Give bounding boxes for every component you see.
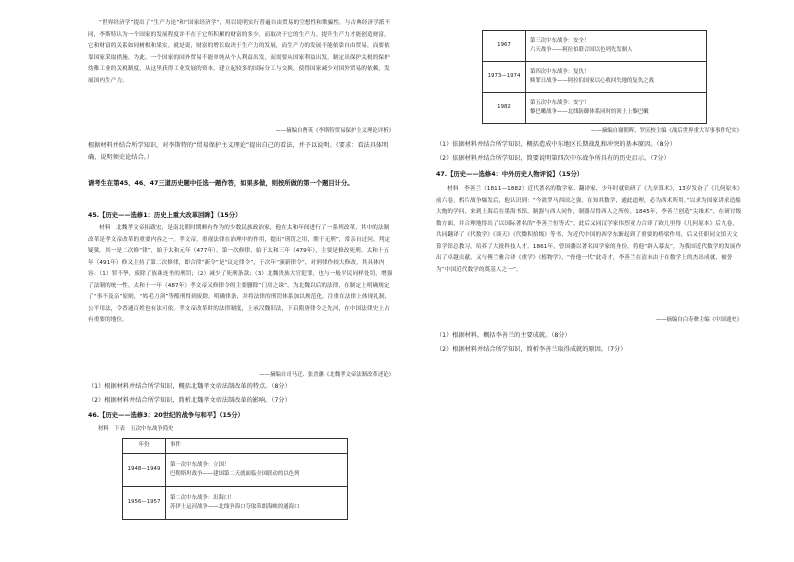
event-detail: 赎罪日战争——阿拉伯国家以心收回失地的复仇之战: [530, 78, 654, 84]
event-title: 第三次中东战争：安全！: [530, 37, 590, 44]
table-cell-event: [526, 62, 707, 93]
event-title: 第五次中东战争：安宁！: [530, 99, 590, 106]
question-45-heading: 45.【历史——选修1：历史上重大改革回眸】（15分）: [88, 212, 242, 219]
material-source: ——摘编自曹英《李斯特贸易保护主义理论评析》: [275, 128, 394, 134]
table-row: [483, 31, 707, 62]
question-42: 根据材料并结合所学知识，对李斯特的“贸易保护主义理论”提出自己的看法，并予以说明。（要求：看法具体明确，说明须史论结合。）: [88, 142, 389, 161]
table-cell-year: 1982: [483, 93, 526, 124]
table-row: [483, 62, 707, 93]
table-header-row: [123, 439, 348, 454]
war-table-part-2: [482, 30, 707, 124]
question-47-heading: 47.【历史——选修4：中外历史人物评说】（15分）: [436, 171, 584, 178]
question-45-part-2: （2）根据材料并结合所学知识，简析北魏孝文帝法制改革的影响。（7分）: [88, 397, 291, 404]
table-cell-year: 1956—1957: [123, 487, 166, 520]
event-detail: 苏伊士运河战争——北线争海口夺取蒂朗海峡的通海口: [170, 504, 300, 510]
event-detail: 六天战争——阿拉伯联合国以色列先发制人: [530, 47, 633, 53]
table-cell-event: [166, 487, 348, 520]
table-cell-event: [166, 454, 348, 487]
table-row: [123, 487, 348, 520]
table-row: [483, 93, 707, 124]
event-detail: 黎巴嫩战争——北线防御体系同时的领土上黎巴嫩: [530, 109, 649, 115]
event-detail: 巴勒斯坦战争——建国第二天就面临全国联动的以色列: [170, 471, 300, 477]
war-table-part-1: [122, 438, 348, 520]
question-46-heading: 46.【历史——选修3：20世纪的战争与和平】（15分）: [88, 412, 244, 419]
material-paragraph: “世界经济学”提出了“生产力论”和“国家经济学”，用以说明实行普遍自由贸易的空想性和欺骗性。与古典经济学派不同，李斯特认为一个国家的发展程度并不在于它所积累的财富的多少，而取决于它的生产力。提升生产力才能创造财富，它和财富的关系如同树根和果实。就是说，财富的增长取决于生产力的发展，而生产力的发展不能依靠自由贸易，而要依靠国家采取措施。为此，一个国家的国外贸易不能单纯从个人利益出发，而需要从国家利益出发，制定出保护关税的保护幼稚工业的关税制度，从这里获得工业发展的资本，建立起较多的国际分工与交换，使得国家减少对国外贸易的依赖，发展国内生产力。: [88, 20, 391, 84]
table-header-event: 事件: [166, 439, 348, 454]
event-title: 第二次中东战争：出海口！: [170, 494, 235, 501]
question-46-part-2: （2）依据材料并结合所学知识，简要说明第四次中东战争所具有的历史启示。（7分）: [436, 155, 670, 162]
question-47-source: ——摘编自白寿彝主编《中国通史》: [655, 317, 742, 323]
question-46-part-1: （1）依据材料并结合所学知识，概括造成中东地区长期战乱和冲突的基本原因。（8分）: [436, 141, 676, 148]
table-cell-year: 1973—1974: [483, 62, 526, 93]
question-45-material: 材料 北魏孝文帝拓跋宏，是南北朝时期颇有作为的少数民族政治家，他在太和年间进行了一系列改革，其中的法制改革是孝文帝改革的重要内容之一。孝文帝，重视法律在治理中的作用，提出“刑罚之用，期于无刑”，常亲自过问，判定疑狱。其一是二次修“律”，始于太和元年（477年）。第一次修律，始于太和三年（479年），主要是修改死刑。太和十五年（491年）修又主持了第二次修律，即合律“新令”是“议定律令”，于次年“颁新律令”，对刑律作较大修改，其具体内容：（1）罪不孥，废除了族诛连坐的刑罚；（2）减少了死刑条款；（3）北魏贵族大官犯罪，也与一般平民同样处罚，增强了法制的统一性。太和十一年（487年）孝文帝又修律令的主要删除“门房之诛”，为北魏以后的法律，在制定上明确规定了“事不及亲”原则，“鸠毛刀剑”等酷刑得到废除。明确律条，并将法律的刑罚体系加以规范化，注重在法律上体现礼制，公平用法，令普通百姓也有法可依。孝文帝改革时的法律制度，上承汉魏旧法，下启隋唐律令之先河，在中国法律史上占有重要的地位。: [88, 225, 393, 323]
table-header-year: 年份: [123, 439, 166, 454]
table-cell-event: [526, 31, 707, 62]
event-title: 第一次中东战争：立国！: [170, 461, 230, 468]
question-46-source: ——摘编自谢朝晖、罗庆校主编《战后世界重大军事事件纪实》: [591, 128, 742, 134]
table-cell-year: 1967: [483, 31, 526, 62]
question-47-part-1: （1）根据材料，概括李善兰的主要成就。（8分）: [436, 332, 571, 339]
question-47-material: 材料 李善兰（1811—1882）近代著名的数学家、翻译家，少年时就钻研了《九章算术》，13岁发奋了《几何原本》前六卷。鸦片战争爆发后，他认识到：“今欲罗马西国之强，在知其数学，通此道理，必为西术所用。”以求为国家讲求造船大炮的学问，来到上海后在墨海书馆，制器与西人同作，制器尽得西人之所传。1845年，李善兰创造“尖锥术”，在研讨级数方面，并合理地得出了以国际著名的“李善兰恒等式”。此后又同汉学家伟烈亚力合译了欧几里得《几何原本》后九卷，共同翻译了《代数学》《谈天》《代微积拾级》等书，为近代中国的西学东渐起到了重要的桥梁作用，后又任职同文馆天文算学馆总教习，培养了大批科技人才。1861年，曾国藩以著名国学家的身份，将他“辟入幕友”，为我国近代数学的发展作出了卓越贡献。又与傅兰雅合译《重学》《植物学》，“骨他一代”此奇才，李善兰在清末由于在数学上的杰出成就，被誉为“中国近代数学的奠基人之一”。: [436, 186, 742, 273]
table-cell-year: 1948—1949: [123, 454, 166, 487]
table-caption: 材料 下表 五次中东战争简史: [98, 426, 174, 432]
question-45-part-1: （1）根据材料并结合所学知识，概括北魏孝文帝法制改革的特点。（8分）: [88, 383, 291, 390]
question-45-source: ——摘编自司马迁、张晋藩《北魏孝文帝法制改革述论》: [259, 372, 394, 378]
event-title: 第四次中东战争：复仇！: [530, 68, 590, 75]
table-cell-event: [526, 93, 707, 124]
elective-note: 请考生在第45、46、47三道历史题中任选一题作答，如果多做，则按所做的第一个题目计分。: [88, 180, 354, 187]
question-47-part-2: （2）根据材料并结合所学知识，简析李善兰取得成就的原因。（7分）: [436, 346, 627, 353]
table-row: [123, 454, 348, 487]
